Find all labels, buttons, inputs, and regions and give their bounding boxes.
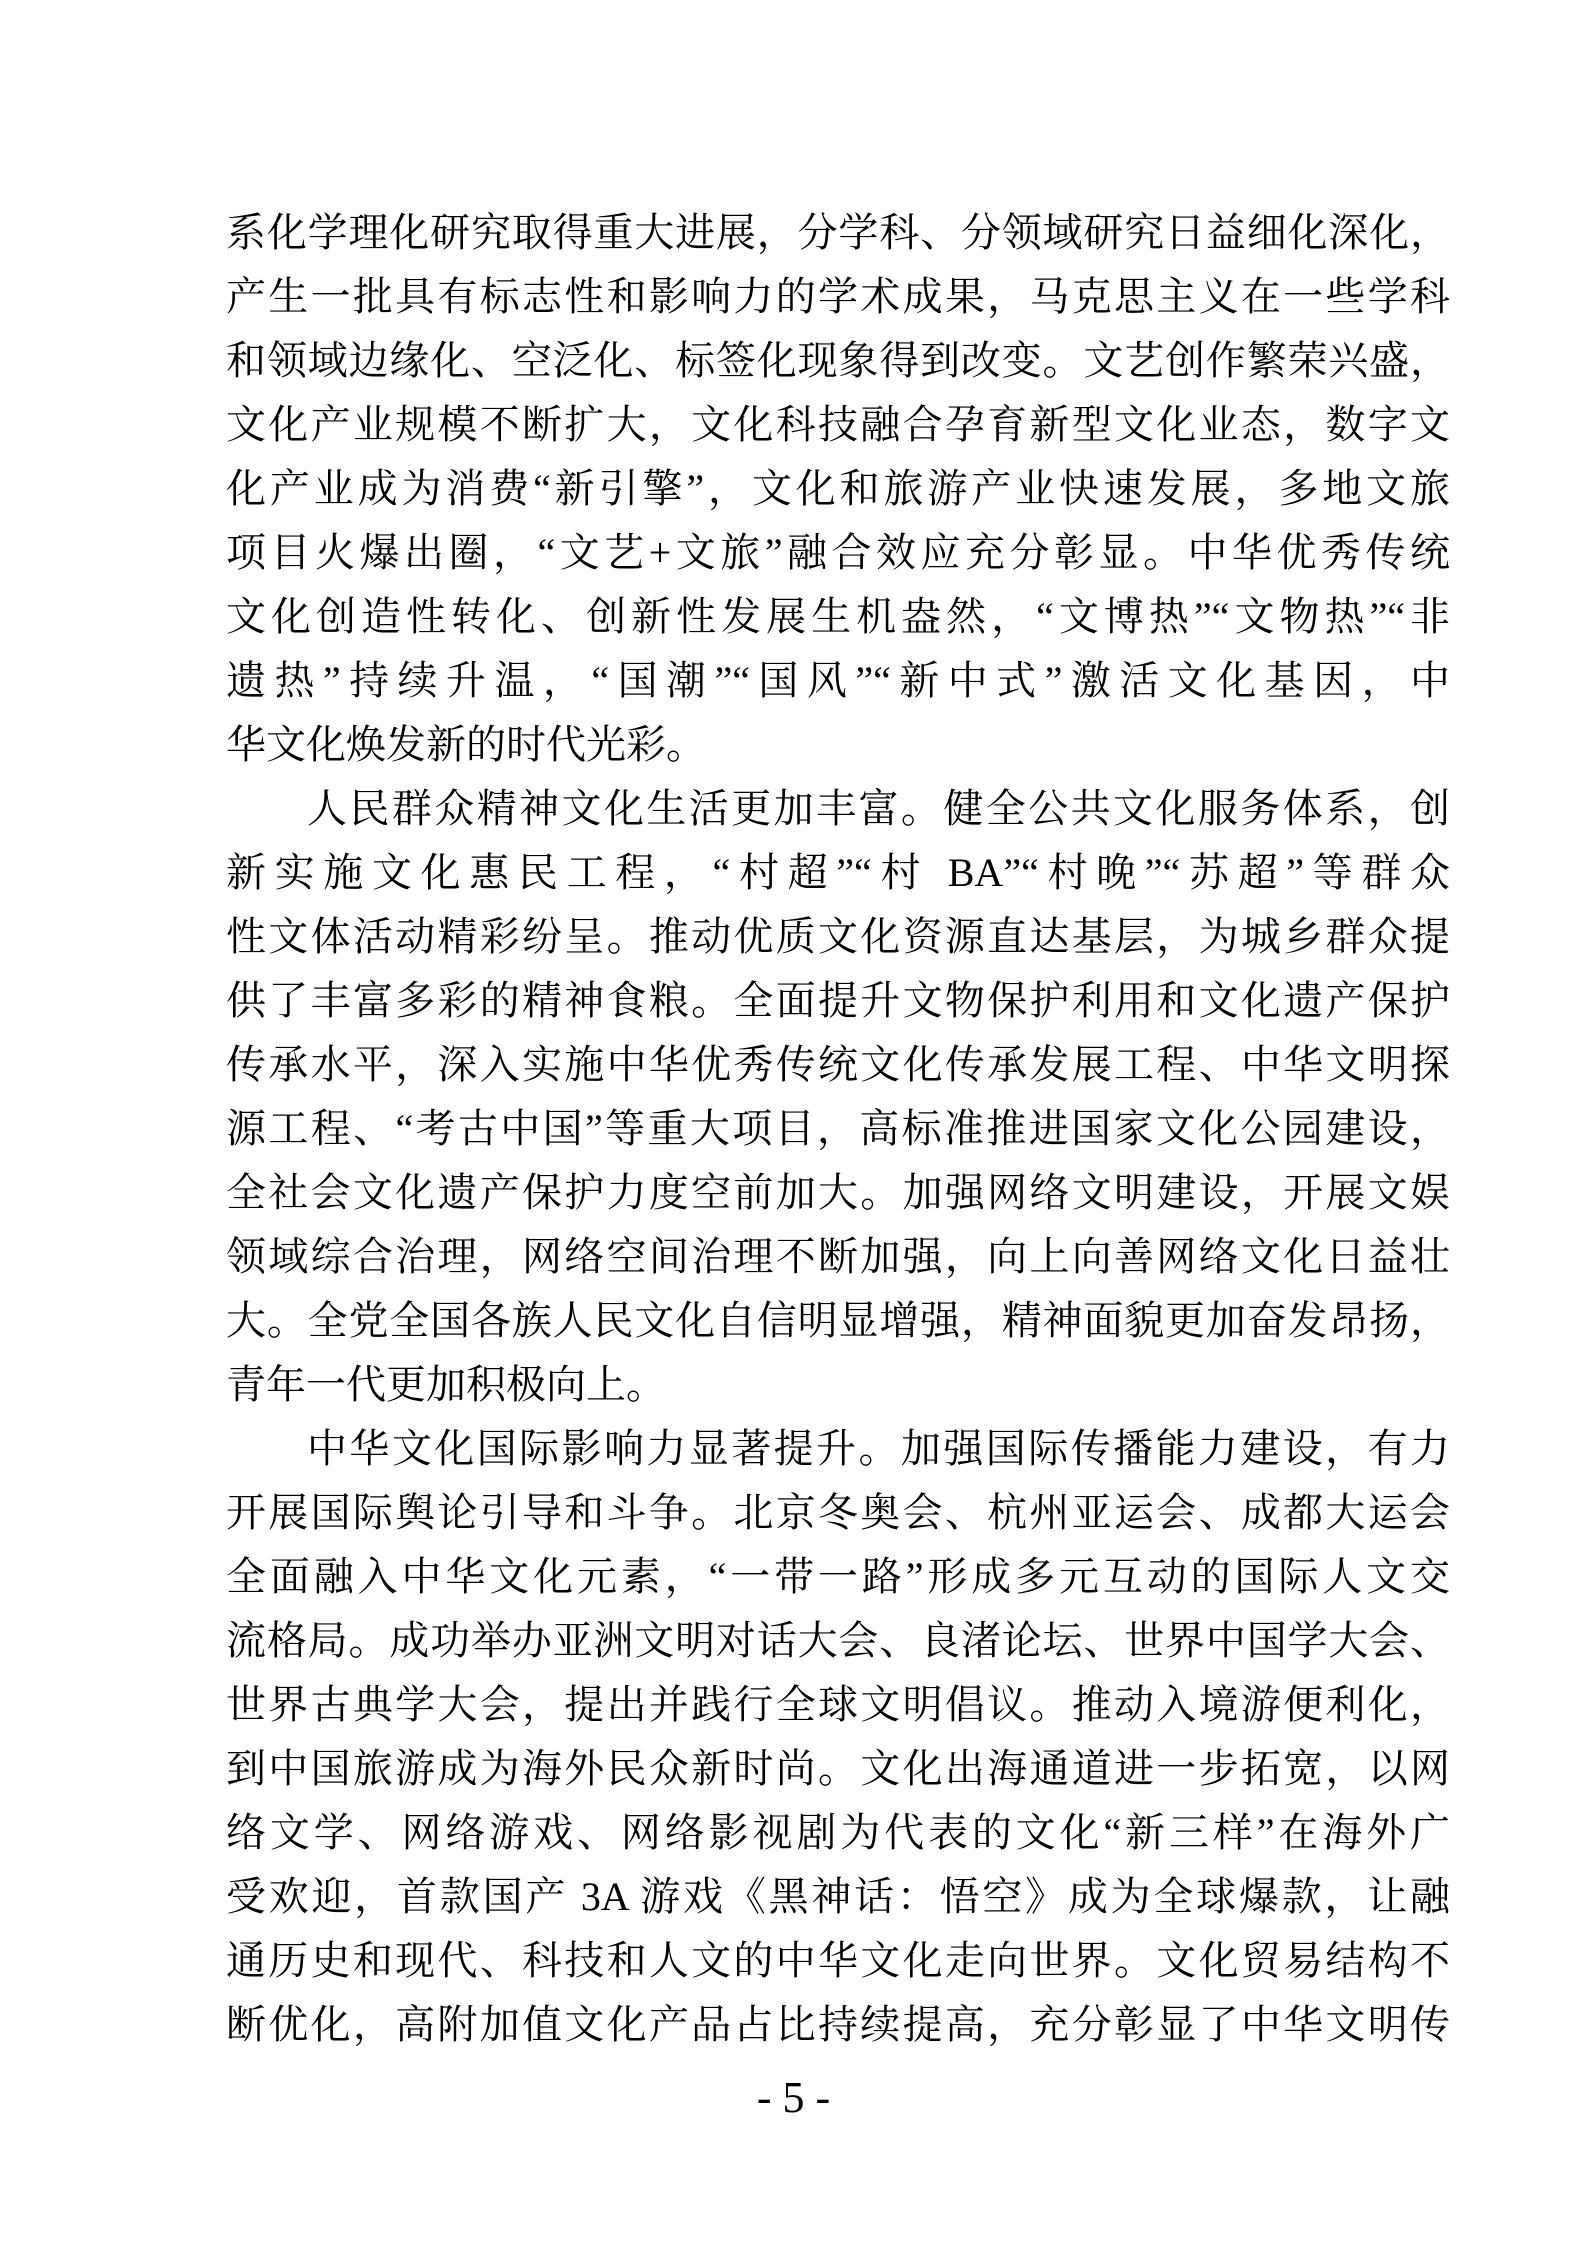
text-line: 遗热”持续升温，“国潮”“国风”“新中式”激活文化基因，中 <box>226 658 1450 703</box>
text-line: 华文化焕发新的时代光彩。 <box>226 722 706 767</box>
text-line: 通历史和现代、科技和人文的中华文化走向世界。文化贸易结构不 <box>226 1938 1450 1983</box>
text-line: 大。全党全国各族人民文化自信明显增强，精神面貌更加奋发昂扬， <box>226 1298 1450 1343</box>
text-line: 供了丰富多彩的精神食粮。全面提升文物保护利用和文化遗产保护 <box>226 978 1450 1023</box>
text-line: 系化学理化研究取得重大进展，分学科、分领域研究日益细化深化， <box>226 210 1450 255</box>
text-line: 领域综合治理，网络空间治理不断加强，向上向善网络文化日益壮 <box>226 1234 1450 1279</box>
text-line: 全面融入中华文化元素，“一带一路”形成多元互动的国际人文交 <box>226 1554 1450 1599</box>
text-line: 源工程、“考古中国”等重大项目，高标准推进国家文化公园建设， <box>226 1106 1450 1151</box>
text-line: 化产业成为消费“新引擎”，文化和旅游产业快速发展，多地文旅 <box>226 466 1450 511</box>
text-line: 流格局。成功举办亚洲文明对话大会、良渚论坛、世界中国学大会、 <box>226 1618 1450 1663</box>
text-line: 青年一代更加积极向上。 <box>226 1362 666 1407</box>
text-line: 到中国旅游成为海外民众新时尚。文化出海通道进一步拓宽，以网 <box>226 1746 1450 1791</box>
text-line: 和领域边缘化、空泛化、标签化现象得到改变。文艺创作繁荣兴盛， <box>226 338 1450 383</box>
text-line: 性文体活动精彩纷呈。推动优质文化资源直达基层，为城乡群众提 <box>226 914 1450 959</box>
text-line: 受欢迎，首款国产 3A 游戏《黑神话：悟空》成为全球爆款，让融 <box>226 1874 1450 1919</box>
text-line: 新实施文化惠民工程，“村超”“村 BA”“村晚”“苏超”等群众 <box>226 850 1450 895</box>
text-line: 人民群众精神文化生活更加丰富。健全公共文化服务体系，创 <box>307 786 1450 831</box>
body-text <box>226 201 1450 2057</box>
text-line: 文化产业规模不断扩大，文化科技融合孕育新型文化业态，数字文 <box>226 402 1450 447</box>
text-line: 断优化，高附加值文化产品占比持续提高，充分彰显了中华文明传 <box>226 2002 1450 2047</box>
text-line: 络文学、网络游戏、网络影视剧为代表的文化“新三样”在海外广 <box>226 1810 1450 1855</box>
text-line: 中华文化国际影响力显著提升。加强国际传播能力建设，有力 <box>307 1426 1450 1471</box>
text-line: 项目火爆出圈，“文艺+文旅”融合效应充分彰显。中华优秀传统 <box>226 530 1450 575</box>
text-line: 世界古典学大会，提出并践行全球文明倡议。推动入境游便利化， <box>226 1682 1450 1727</box>
text-line: 产生一批具有标志性和影响力的学术成果，马克思主义在一些学科 <box>226 274 1450 319</box>
page-number: - 5 - <box>756 2073 831 2122</box>
text-line: 文化创造性转化、创新性发展生机盎然，“文博热”“文物热”“非 <box>226 594 1450 639</box>
text-line: 全社会文化遗产保护力度空前加大。加强网络文明建设，开展文娱 <box>226 1170 1450 1215</box>
text-line: 传承水平，深入实施中华优秀传统文化传承发展工程、中华文明探 <box>226 1042 1450 1087</box>
text-line: 开展国际舆论引导和斗争。北京冬奥会、杭州亚运会、成都大运会 <box>226 1490 1450 1535</box>
